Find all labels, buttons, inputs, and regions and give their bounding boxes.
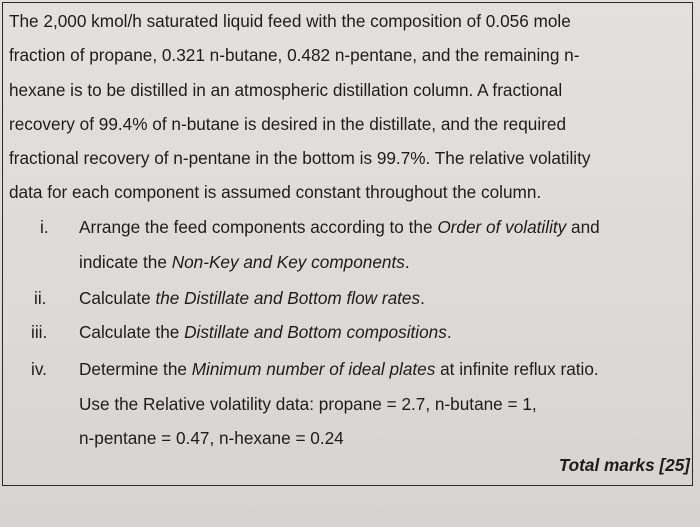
question-intro [9, 4, 689, 210]
item-text: Determine the Minimum number of ideal plates at infinite reflux ratio. [79, 359, 599, 379]
item-number: iv. [31, 359, 47, 379]
intro-line: hexane is to be distilled in an atmospheric distillation column. A fractional [9, 79, 563, 100]
item-text: Calculate the Distillate and Bottom compositions. [79, 322, 452, 342]
intro-line: fractional recovery of n-pentane in the bottom is 99.7%. The relative volatility [9, 148, 591, 169]
total-marks: Total marks [25] [558, 455, 690, 475]
intro-line: data for each component is assumed constant throughout the column. [9, 182, 542, 203]
intro-line: The 2,000 kmol/h saturated liquid feed with the composition of 0.056 mole [9, 11, 571, 31]
volatility-text: n-pentane = 0.47, n-hexane = 0.24 [79, 428, 344, 448]
intro-line: fraction of propane, 0.321 n-butane, 0.482 n-pentane, and the remaining n- [9, 45, 580, 66]
item-number: ii. [34, 288, 47, 308]
item-text: Calculate the Distillate and Bottom flow rates. [79, 288, 425, 308]
item-text: indicate the Non-Key and Key components. [79, 252, 410, 272]
item-text: Arrange the feed components according to the Order of volatility and [79, 217, 600, 237]
intro-line: recovery of 99.4% of n-butane is desired in the distillate, and the required [9, 113, 567, 134]
item-number: iii. [31, 322, 48, 342]
volatility-text: Use the Relative volatility data: propane = 2.7, n-butane = 1, [79, 394, 537, 414]
item-number: i. [40, 217, 49, 237]
